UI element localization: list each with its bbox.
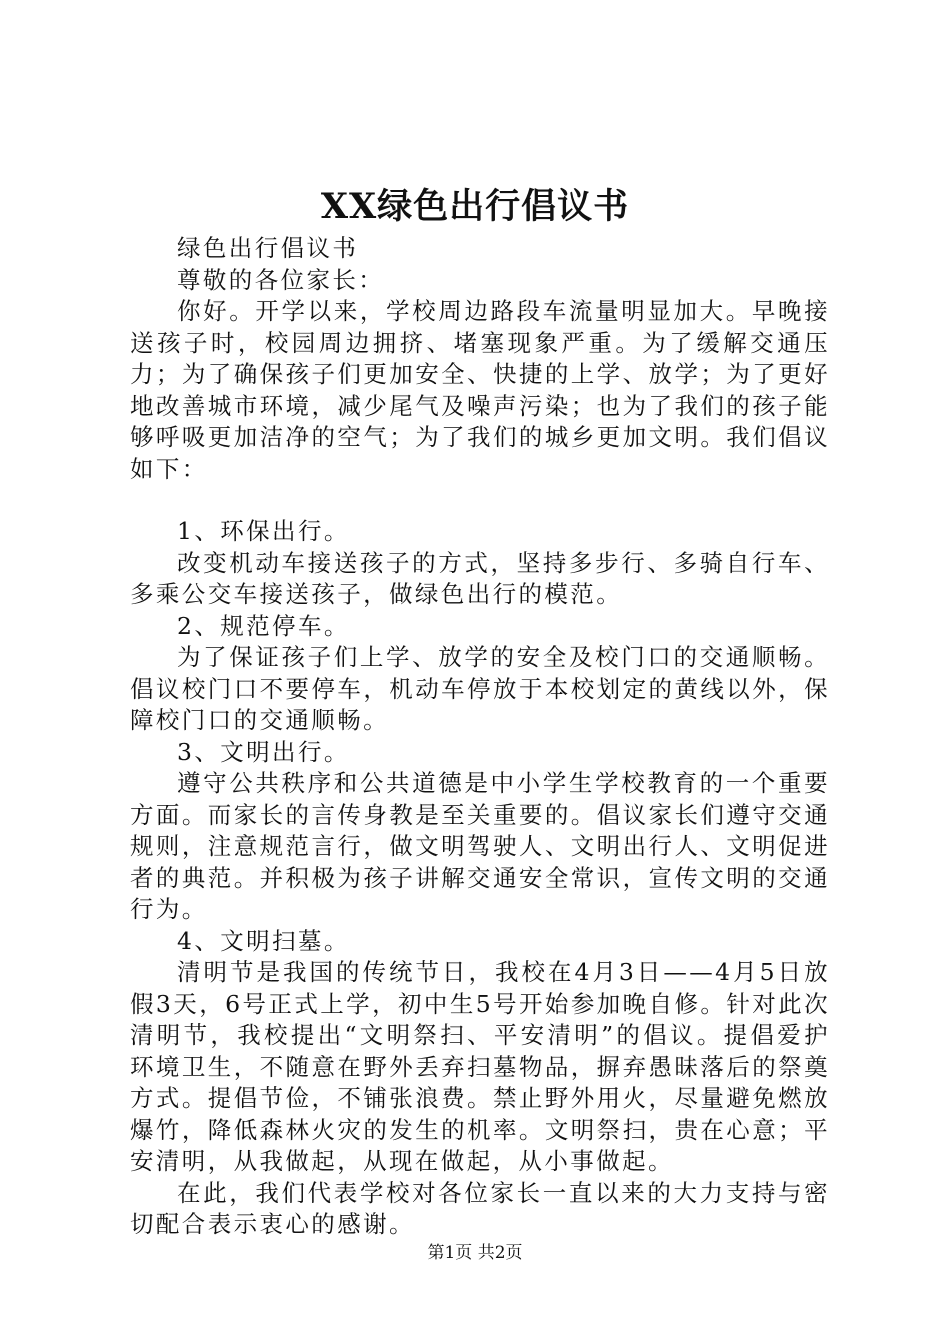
paragraph-item-3: 遵守公共秩序和公共道德是中小学生学校教育的一个重要方面。而家长的言传身教是至关重要的。倡议家长们遵守交通规则，注意规范言行，做文明驾驶人、文明出行人、文明促进者的典范。并积极为孩子讲解交通安全常识，宣传文明的交通行为。	[130, 769, 830, 923]
heading-item-4: 4、文明扫墓。	[177, 926, 350, 955]
paragraph-item-2: 为了保证孩子们上学、放学的安全及校门口的交通顺畅。倡议校门口不要停车，机动车停放于本校划定的黄线以外，保障校门口的交通顺畅。	[130, 643, 830, 734]
paragraph-subtitle: 绿色出行倡议书	[177, 234, 359, 262]
heading-item-2: 2、规范停车。	[177, 611, 350, 640]
document-body	[130, 233, 830, 1241]
paragraph-salutation: 尊敬的各位家长：	[177, 265, 385, 294]
document-title: XX绿色出行倡议书	[320, 186, 630, 227]
paragraph-item-4: 清明节是我国的传统节日，我校在4月3日——4月5日放假3天，6号正式上学，初中生5号开始参加晚自修。针对此次清明节，我校提出“文明祭扫、平安清明”的倡议。提倡爱护环境卫生，不随意在野外丢弃扫墓物品，摒弃愚昧落后的祭奠方式。提倡节俭，不铺张浪费。禁止野外用火，尽量避免燃放爆竹，降低森林火灾的发生的机率。文明祭扫，贵在心意；平安清明，从我做起，从现在做起，从小事做起。	[130, 958, 830, 1175]
paragraph-item-1: 改变机动车接送孩子的方式，坚持多步行、多骑自行车、多乘公交车接送孩子，做绿色出行的模范。	[130, 548, 830, 608]
heading-item-3: 3、文明出行。	[177, 737, 350, 766]
paragraph-closing: 在此，我们代表学校对各位家长一直以来的大力支持与密切配合表示衷心的感谢。	[130, 1178, 830, 1238]
paragraph-intro: 你好。开学以来，学校周边路段车流量明显加大。早晚接送孩子时，校园周边拥挤、堵塞现象严重。为了缓解交通压力；为了确保孩子们更加安全、快捷的上学、放学；为了更好地改善城市环境，减少尾气及噪声污染；也为了我们的孩子能够呼吸更加洁净的空气；为了我们的城乡更加文明。我们倡议如下：	[130, 297, 830, 483]
page-footer: 第1页 共2页	[427, 1243, 523, 1263]
heading-item-1: 1、环保出行。	[177, 517, 350, 545]
